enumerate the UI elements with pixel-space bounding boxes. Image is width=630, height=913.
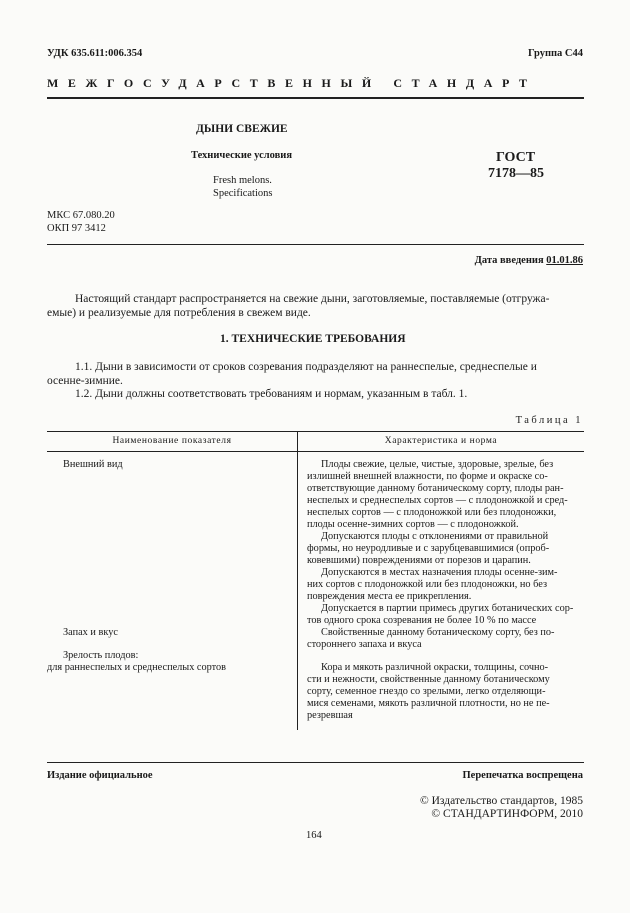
clause-1-2: 1.2. Дыни должны соответствовать требованиям и нормам, указанным в табл. 1. — [75, 388, 468, 400]
row-ripeness-name: Зрелость плодов: — [63, 650, 139, 661]
table-header-border — [47, 451, 584, 452]
row2-line: стороннего запаха и вкуса — [307, 639, 422, 650]
row1-line: повреждения места ее прикрепления. — [307, 591, 472, 602]
row2-line: Свойственные данному ботаническому сорту, без по- — [321, 627, 555, 638]
intro-date-label: Дата введения — [474, 255, 544, 266]
gost-number: 7178—85 — [488, 166, 544, 181]
gost-label: ГОСТ — [496, 150, 536, 165]
clause-1-1-line1: 1.1. Дыни в зависимости от сроков созревания подразделяют на раннеспелые, среднеспелые и — [75, 361, 537, 373]
reprint-notice: Перепечатка воспрещена — [462, 770, 583, 781]
row1-line: них сортов с плодоножкой или без плодоножки, но без — [307, 579, 548, 590]
page-number: 164 — [306, 830, 322, 841]
standard-banner: МЕЖГОСУДАРСТВЕННЫЙ СТАНДАРТ — [47, 76, 537, 90]
row1-line: неспелых и среднеспелых сортов — с плодоножкой и сред- — [307, 495, 568, 506]
row1-line: Допускаются в местах назначения плоды осенне-зим- — [321, 567, 558, 578]
section-heading: 1. ТЕХНИЧЕСКИЕ ТРЕБОВАНИЯ — [220, 333, 406, 345]
official-edition: Издание официальное — [47, 770, 153, 781]
copyright-line1: © Издательство стандартов, 1985 — [419, 795, 583, 807]
intro-paragraph-line1: Настоящий стандарт распространяется на свежие дыни, заготовляемые, поставляемые (отгружа- — [75, 293, 550, 305]
row1-line: ответствующие данному ботаническому сорту, плоды ран- — [307, 483, 564, 494]
footer-divider — [47, 762, 584, 763]
row-external-appearance-name: Внешний вид — [63, 459, 123, 470]
row1-line: плоды осенне-зимних сортов — с плодоножкой. — [307, 519, 519, 530]
table-column-divider — [297, 431, 298, 730]
row1-line: Допускаются плоды с отклонениями от правильной — [321, 531, 549, 542]
row1-line: неспелых сортов — с плодоножкой или без плодоножки, — [307, 507, 557, 518]
table-top-border — [47, 431, 584, 432]
row3-line: сорту, семенное гнездо со зрелыми, легко отделяющи- — [307, 686, 546, 697]
intro-date — [475, 255, 583, 266]
table-col2-header: Характеристика и норма — [384, 436, 498, 446]
row3-line: мися семенами, мякоть различной плотности, но не пе- — [307, 698, 550, 709]
row1-line: тов одного срока созревания не более 10 % по массе — [307, 615, 537, 626]
table-caption: Таблица 1 — [515, 415, 583, 426]
table-col1-header: Наименование показателя — [112, 436, 232, 446]
english-title-line2: Specifications — [213, 188, 273, 199]
codes-divider — [47, 244, 584, 245]
row3-line: сти и нежности, свойственные данному ботаническому — [307, 674, 550, 685]
udk-code: УДК 635.611:006.354 — [47, 48, 143, 59]
row-smell-taste-name: Запах и вкус — [63, 627, 118, 638]
row3-line: резревшая — [307, 710, 353, 721]
intro-date-value: 01.01.86 — [546, 255, 583, 266]
banner-divider — [47, 97, 584, 99]
row-ripeness-subname: для раннеспелых и среднеспелых сортов — [47, 662, 227, 673]
row1-line: формы, но неуродливые и с зарубцевавшимися (опроб- — [307, 543, 550, 554]
copyright-line2: © СТАНДАРТИНФОРМ, 2010 — [431, 808, 583, 820]
row1-line: Плоды свежие, целые, чистые, здоровые, зрелые, без — [321, 459, 554, 470]
row1-line: излишней внешней влажности, по форме и окраске со- — [307, 471, 548, 482]
document-title: ДЫНИ СВЕЖИЕ — [196, 123, 288, 135]
group-code: Группа С44 — [527, 48, 583, 59]
mks-code: МКС 67.080.20 — [47, 210, 115, 221]
clause-1-1-line2: осенне-зимние. — [47, 375, 123, 387]
document-subtitle: Технические условия — [191, 150, 293, 161]
intro-paragraph-line2: емые) и реализуемые для потребления в свежем виде. — [47, 307, 311, 319]
row3-line: Кора и мякоть различной окраски, толщины, сочно- — [321, 662, 549, 673]
english-title-line1: Fresh melons. — [213, 175, 272, 186]
okp-code: ОКП 97 3412 — [47, 223, 106, 234]
row1-line: Допускается в партии примесь других ботанических сор- — [321, 603, 574, 614]
row1-line: ковевшими) повреждениями от порезов и царапин. — [307, 555, 531, 566]
